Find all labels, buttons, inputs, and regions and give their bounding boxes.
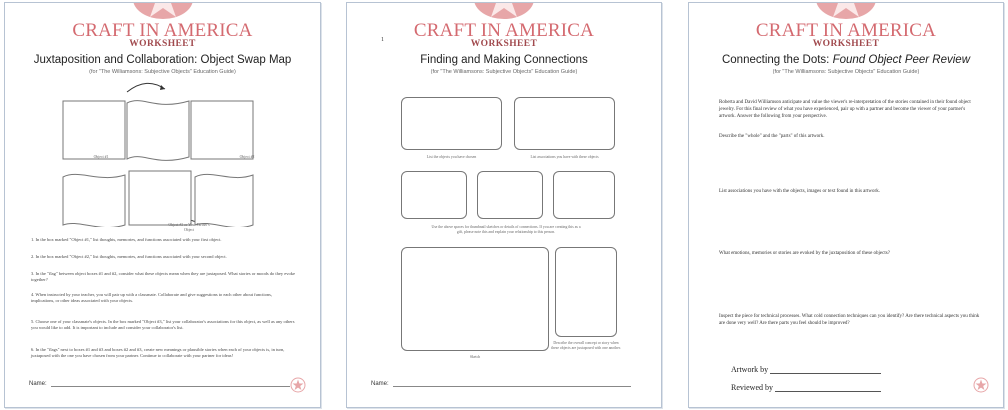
name-label: Name: [371,381,389,387]
brand-sub: WORKSHEET [812,39,880,49]
instruction-2: 2. In the box marked "Object #2," list thoughts, memories, and functions associated with your second object. [31,254,227,259]
object-2-box [191,101,253,159]
intro-paragraph: Roberta and David Williamson anticipate and value the viewer's re-interpretation of the stories contained in their found object jewelry. For this final review of what you have experienced, pair up with a partner and become the viewer of your partner's artwork. Answer the following from your perspective. [719,100,971,119]
instruction-4: 4. When instructed by your teacher, you will pair up with a classmate. Collaborate and give suggestions to each other about functions, implications, or other ideas associated with your objects. [31,292,273,303]
describe-caption: Describe the overall concept or story when these objects are juxtaposed with one another. [551,341,621,350]
reviewed-by-line [775,385,881,392]
name-line [393,382,631,387]
question-1: Describe the "whole" and the "parts" of this artwork. [719,134,825,139]
instruction-6: 6. In the "flags" next to boxes #1 and #3 and boxes #2 and #3, create new meanings or plausible stories when each of your objects is, in turn, juxtaposed with the one you have chosen from your partner. Continue to collaborate with your partner for ideas! [31,347,285,358]
worksheet-object-swap-map [4,2,321,408]
flag-bottom-right [195,174,253,227]
seal-icon [290,377,306,393]
brand-name: CRAFT IN AMERICA [755,20,937,41]
object-3-box [129,171,191,225]
star-logo-icon [472,2,536,19]
brand-name: CRAFT IN AMERICA [72,20,253,41]
name-label: Name: [29,381,47,387]
curved-arrow-top [127,83,165,92]
instruction-5: 5. Choose one of your classmate's objects. In the box marked "Object #3," list your collaborator's associations for this object, as well as any others you would like to add. It is important to include and consider your collaborator's list. [31,319,295,330]
brand-sub: WORKSHEET [129,39,196,49]
page-subtitle: (for "The Williamsons: Subjective Objects" Education Guide) [772,69,920,75]
sketch-caption: Sketch [469,355,481,359]
sketch-box-1[interactable] [401,171,467,219]
page-title-italic: Found Object Peer Review [832,54,971,66]
page-title-main: Connecting the Dots: [721,54,833,66]
question-3: What emotions, memories or stories are evoked by the juxtaposition of these objects? [719,251,890,256]
objects-caption: List the objects you have chosen [426,155,477,159]
flag-bottom-left [63,174,125,227]
page-title [695,54,997,66]
artwork-by-label: Artwork by [731,365,769,374]
instruction-3: 3. In the "flag" between object boxes #1 and #2, consider what these objects mean when they are juxtaposed. What stories or moods do they evoke together? [31,271,296,282]
worksheet-finding-connections [346,2,662,408]
reviewed-by-label: Reviewed by [731,383,773,392]
sketch-box-3[interactable] [553,171,615,219]
object-1-box [63,101,125,159]
star-logo-icon [814,2,878,19]
sketch-box-2[interactable] [477,171,543,219]
page-subtitle: (for "The Williamsons: Subjective Objects" Education Guide) [89,69,236,75]
associations-box[interactable] [514,97,615,150]
worksheet-peer-review [688,2,1004,408]
object-3-label: Object #3 or Your Partner's Object [168,223,210,232]
object-1-label: Object #1 [93,155,109,159]
objects-box[interactable] [401,97,502,150]
instruction-1: 1. In the box marked "Object #1," list thoughts, memories, and functions associated with your first object. [31,237,222,242]
page-title: Finding and Making Connections [420,54,588,66]
name-field[interactable] [371,381,631,387]
swap-map-diagram [57,79,281,227]
name-field[interactable] [29,381,290,387]
artwork-by-field[interactable] [731,365,881,374]
reviewed-by-field[interactable] [731,383,881,392]
thumbnail-instructions: Use the above spaces for thumbnail sketches or details of connections. If you are creating this as a gift, please note this and explain your relationship to this person. [431,225,581,234]
describe-box[interactable] [555,247,617,337]
brand-name: CRAFT IN AMERICA [413,20,595,41]
seal-icon [973,377,989,393]
star-logo-icon [131,2,195,19]
name-line [51,382,290,387]
page-title: Juxtaposition and Collaboration: Object Swap Map [33,54,292,66]
associations-caption: List associations you have with these objects [530,155,599,159]
page-number: 1 [381,37,384,43]
question-2: List associations you have with the objects, images or text found in this artwork. [719,189,880,194]
flag-top [127,101,189,161]
object-2-label: Object #2 [239,155,255,159]
sketch-area[interactable] [401,247,549,351]
brand-sub: WORKSHEET [470,39,538,49]
page-subtitle: (for "The Williamsons: Subjective Objects" Education Guide) [430,69,578,75]
question-4: Inspect the piece for technical processes. What cold connection techniques can you identify? Are there technical aspects you think are done very well? Are there parts you feel should be improved? [719,314,980,326]
artwork-by-line [770,367,881,374]
